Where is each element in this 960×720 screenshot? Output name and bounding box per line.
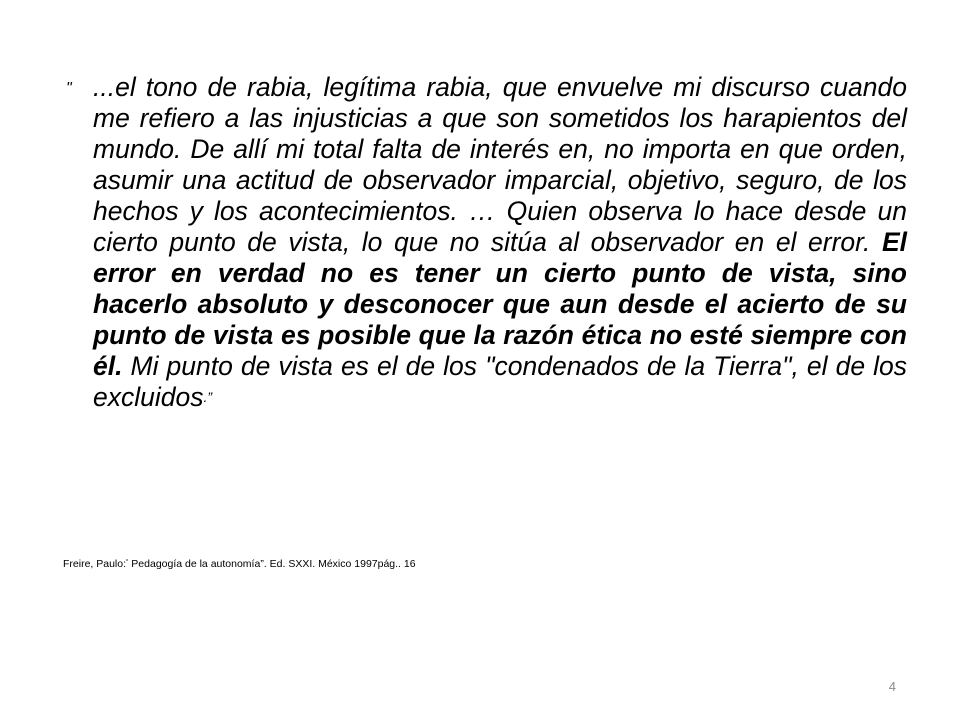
citation-open-mark: “ [126, 559, 129, 566]
page-number: 4 [888, 679, 896, 694]
citation [63, 556, 416, 571]
quote-bold-passage: El error en verdad no es tener un cierto punto de vista, sino hacerlo absoluto y desconocer que aun desde el acierto de su punto de vista es posible que la razón ética no esté siempre con él. [93, 227, 907, 381]
citation-details: ”. Ed. SXXI. México 1997pág.. 16 [260, 558, 416, 570]
citation-title: Pedagogía de la autonomía [128, 558, 261, 570]
quote-close-mark: .” [203, 389, 213, 405]
quote-open-mark: " [66, 80, 72, 97]
quote-part-1: ...el tono de rabia, legítima rabia, que envuelve mi discurso cuando me refiero a las injusticias a que son sometidos los harapientos del mundo. De allí mi total falta de interés en, no importa en que orden, asumir una actitud de observador imparcial, objetivo, seguro, de los hechos y los acontecimientos. … Quien observa lo hace desde un cierto punto de vista, lo que no sitúa al observador en el error. [93, 72, 907, 257]
quote-text [93, 72, 907, 413]
citation-author: Freire, Paulo: [63, 558, 127, 570]
quote-part-2: Mi punto de vista es el de los "condenados de la Tierra", el de los excluidos [93, 351, 907, 412]
